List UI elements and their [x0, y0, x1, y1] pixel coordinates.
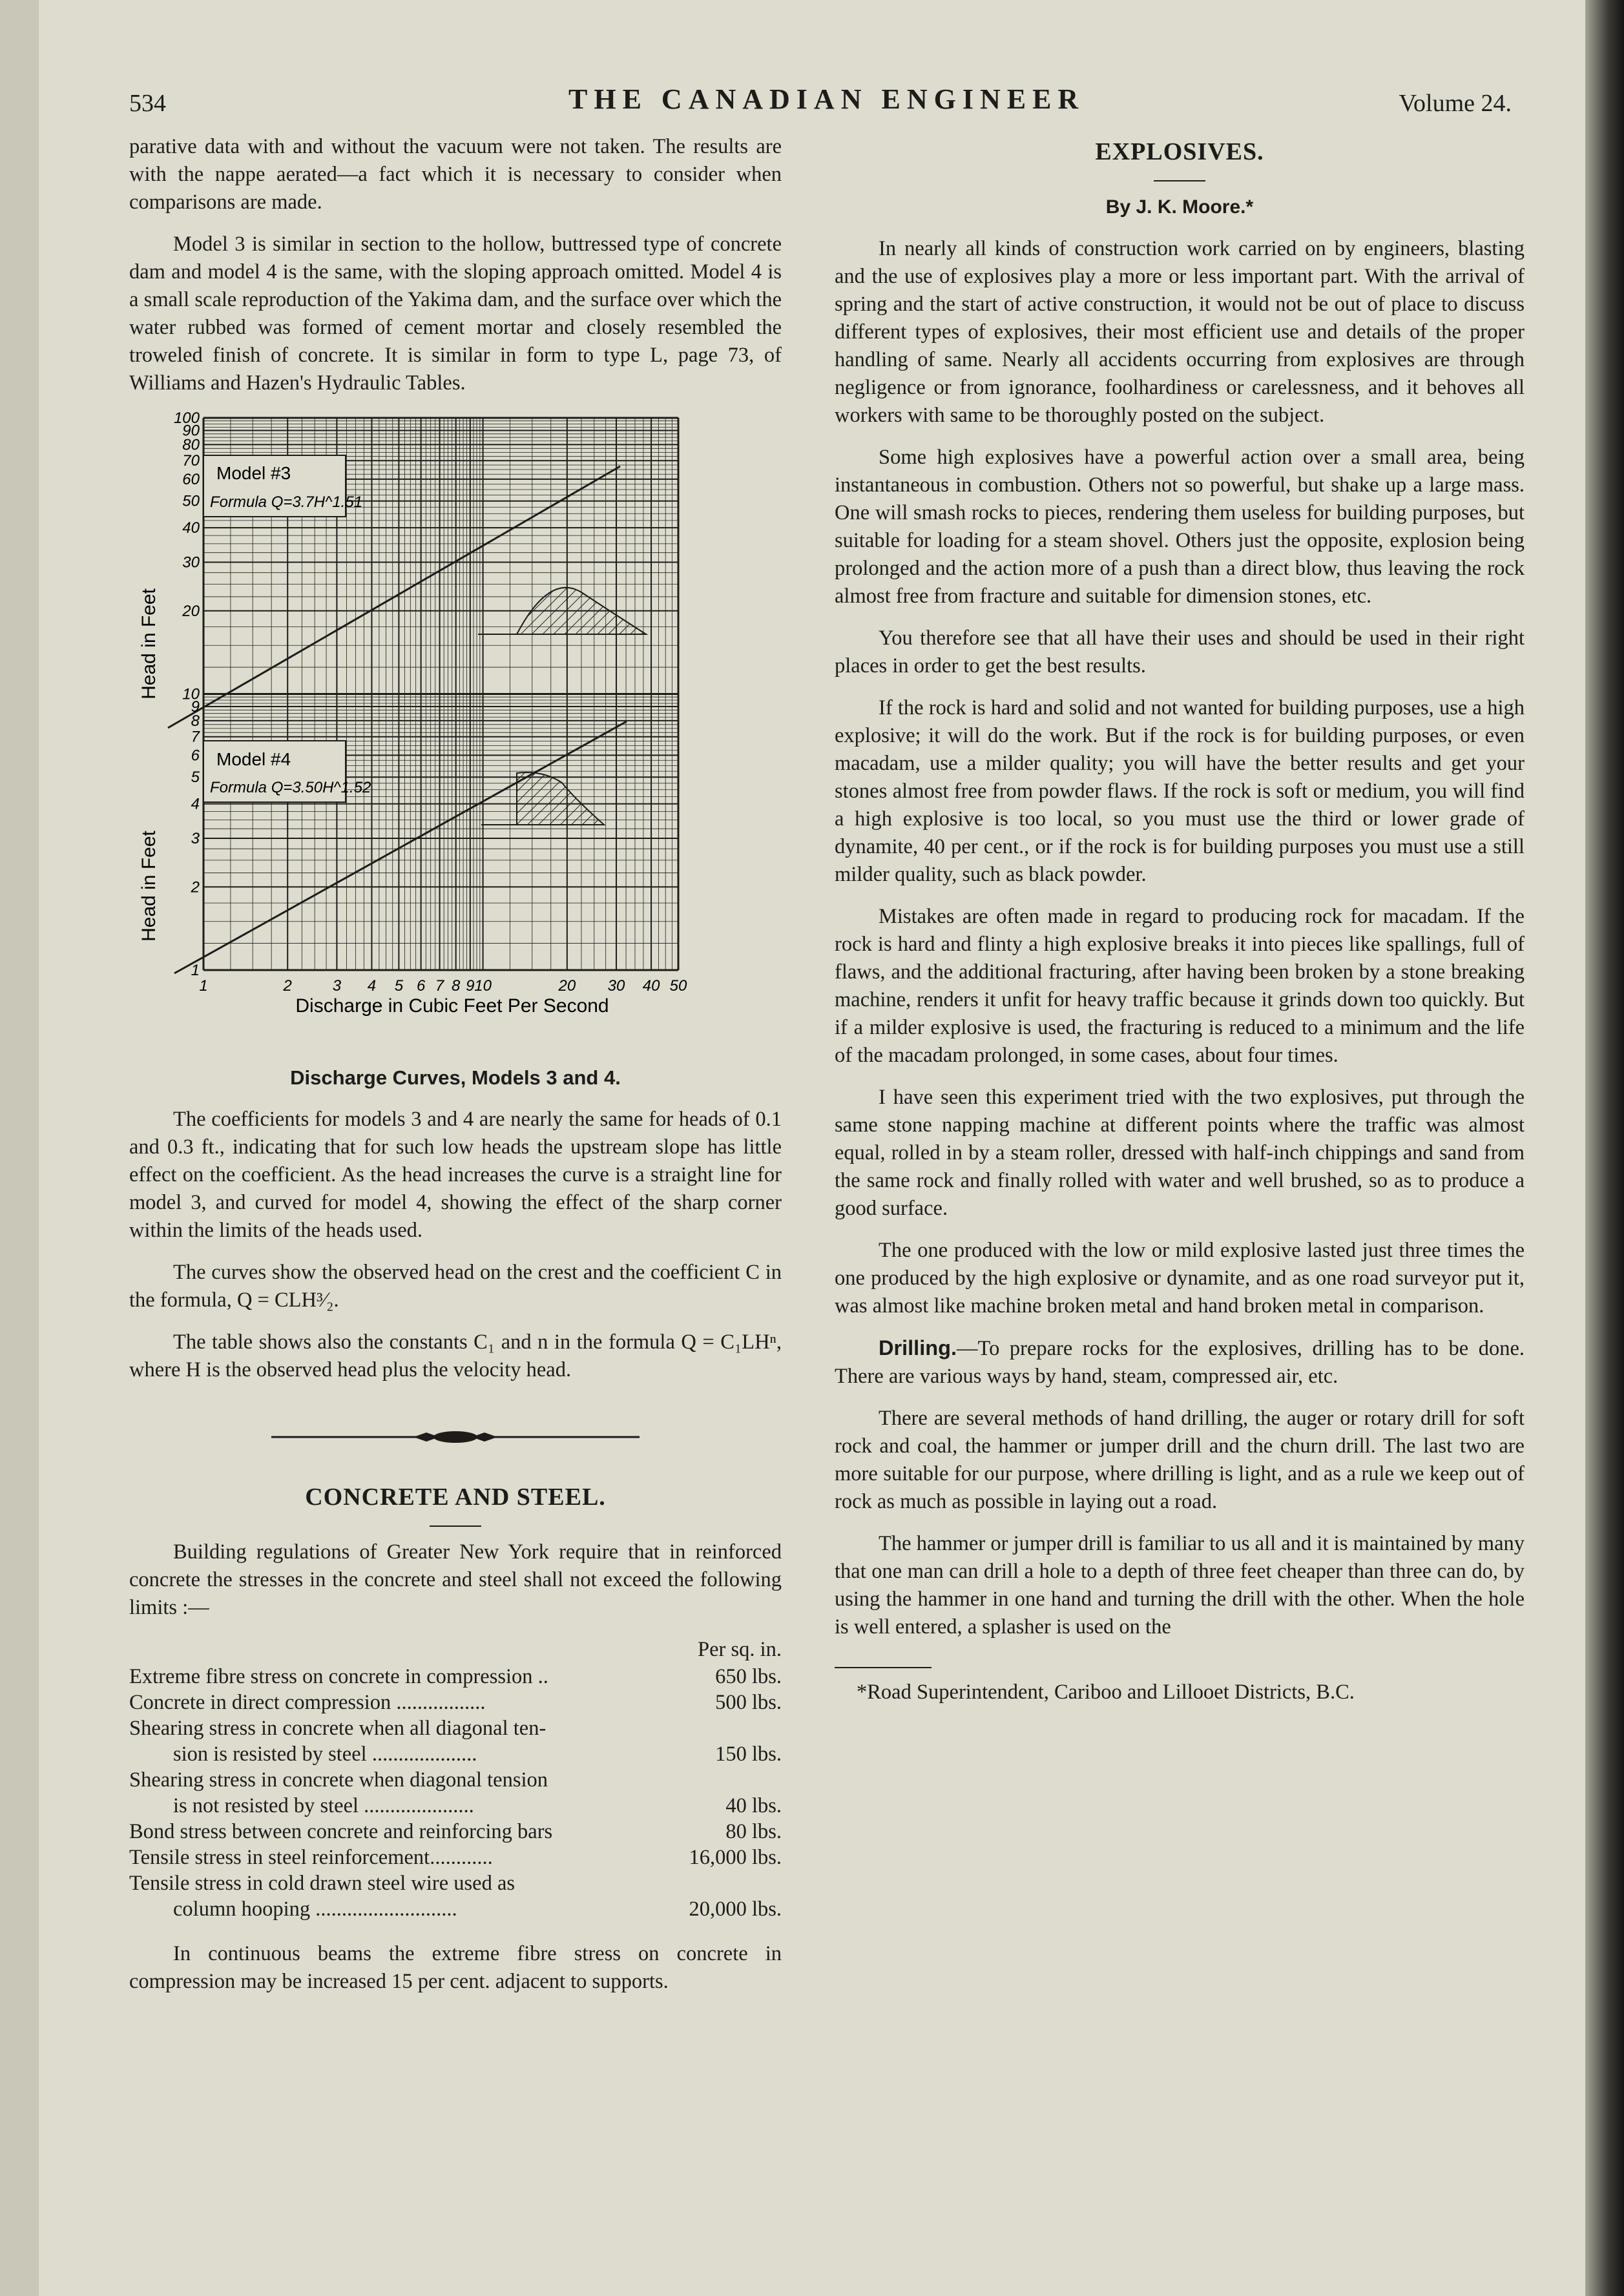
limit-value — [678, 1767, 782, 1793]
lower-y-tick-label: 1 — [191, 962, 200, 979]
limits-row — [129, 1896, 782, 1922]
lower-y-tick-label: 4 — [191, 795, 200, 813]
running-header — [129, 83, 1512, 121]
paragraph: parative data with and without the vacuum were not taken. The results are with the nappe aerated—a fact which it is necessary to consider when comparisons are made. — [129, 135, 782, 214]
upper-y-tick-label: 100 — [173, 411, 200, 427]
limit-label: sion is resisted by steel .................... — [173, 1743, 477, 1766]
limit-label: Extreme fibre stress on concrete in compression .. — [129, 1665, 548, 1688]
x-tick-label: 10 — [474, 977, 492, 995]
lower-y-tick-label: 8 — [191, 712, 200, 730]
paragraph: Mistakes are often made in regard to producing rock for macadam. If the rock is hard and flinty a high explosive breaks it into pieces like spallings, full of flaws, and the additional fracturing, after having been broken by a stone breaking machine, renders it unfit for heavy traffic because it grinds down too quickly. But if a milder explosive is used, the fracturing is reduced to a minimum and the life of the macadam prolonged, in some cases, about four times. — [835, 905, 1525, 1067]
section-ornament — [129, 1424, 782, 1450]
footnote-rule — [835, 1667, 932, 1668]
model-4-dam-section — [481, 772, 604, 825]
limit-label: column hooping ........................... — [173, 1898, 457, 1921]
chart-curves — [168, 466, 627, 973]
page-left-margin — [0, 0, 39, 2296]
limit-value: 80 lbs. — [725, 1820, 782, 1843]
paragraph: If the rock is hard and solid and not wanted for building purposes, use a high explosive; it will do the work. But if the rock is for building purposes, or even macadam, use a milder quality; you will have the better results and get your stones almost free from powder flaws. If the rock is soft or medium, you will find a high explosive is too local, so you must use the third or lower grade of dynamite, 40 per cent., or if the rock is for building purposes you must use a still milder quality, such as black powder. — [835, 696, 1525, 886]
paragraph: The table shows also the constants C₁ and n in the formula Q = C₁LHⁿ, where H is the observed head plus the velocity head. — [129, 1330, 782, 1381]
lower-y-tick-label: 3 — [191, 830, 200, 848]
paragraph: I have seen this experiment tried with the two explosives, put through the same stone napping machine at different points where the traffic was almost equal, rolled in by a steam roller, dressed with half-inch chippings and sand from the same rock and finally rolled with water and well brushed, so as to produce a good surface. — [835, 1086, 1525, 1220]
x-tick-label: 1 — [199, 977, 208, 995]
x-tick-label: 50 — [669, 977, 687, 995]
limits-row — [129, 1664, 782, 1690]
paragraph: Building regulations of Greater New York require that in reinforced concrete the stresses in the concrete and steel shall not exceed the following limits :— — [129, 1540, 782, 1619]
footnote: *Road Superintendent, Cariboo and Lillooet Districts, B.C. — [857, 1681, 1355, 1704]
upper-y-axis-label: Head in Feet — [138, 588, 160, 699]
discharge-chart — [129, 411, 782, 1064]
upper-y-tick-label: 30 — [182, 553, 200, 572]
paragraph: The curves show the observed head on the crest and the coefficient C in the formula, Q = CLH³⁄₂. — [129, 1261, 782, 1312]
lower-y-tick-label: 9 — [191, 698, 200, 716]
x-axis-label: Discharge in Cubic Feet Per Second — [295, 995, 609, 1017]
limit-value: 500 lbs. — [715, 1691, 782, 1714]
book-binding-edge — [1585, 0, 1624, 2296]
title-rule — [1154, 180, 1205, 181]
paragraph: There are several methods of hand drilling, the auger or rotary drill for soft rock and coal, the hammer or jumper drill and the churn drill. The last two are more suitable for our purpose, where drilling is light, and as a rule we keep out of rock as much as possible in laying out a road. — [835, 1407, 1525, 1513]
volume-label: Volume 24. — [1399, 90, 1512, 117]
lower-y-tick-label: 2 — [191, 878, 200, 896]
figure-caption: Discharge Curves, Models 3 and 4. — [290, 1066, 621, 1089]
limit-label: is not resisted by steel ..................... — [173, 1794, 474, 1817]
lower-formula-label: Formula Q=3.50H^1.52 — [210, 779, 371, 796]
lower-y-tick-label: 5 — [191, 769, 200, 787]
x-tick-label: 3 — [332, 977, 342, 995]
limits-row — [129, 1819, 782, 1845]
upper-y-tick-label: 60 — [182, 470, 200, 488]
upper-formula-label: Formula Q=3.7H^1.51 — [210, 493, 363, 511]
upper-y-tick-label: 20 — [182, 602, 200, 620]
limit-label: Concrete in direct compression ................. — [129, 1691, 486, 1714]
limit-value — [678, 1870, 782, 1896]
lower-y-tick-label: 6 — [191, 747, 200, 765]
paragraph: The coefficients for models 3 and 4 are nearly the same for heads of 0.1 and 0.3 ft., indicating that for such low heads the upstream slope has little effect on the coefficient. As the head increases the curve is a straight line for model 3, and curved for model 4, showing the effect of the sharp corner within the limits of the heads used. — [129, 1108, 782, 1242]
limits-row — [129, 1767, 782, 1793]
journal-title: THE CANADIAN ENGINEER — [568, 83, 1085, 115]
x-tick-label: 4 — [367, 977, 377, 995]
limit-label: Shearing stress in concrete when diagonal tension — [129, 1768, 548, 1792]
upper-y-tick-label: 80 — [182, 436, 200, 454]
limit-value: 40 lbs. — [725, 1794, 782, 1817]
left-column — [129, 133, 782, 2010]
x-tick-label: 20 — [558, 977, 576, 995]
explosives-title: EXPLOSIVES. — [1095, 138, 1264, 165]
upper-y-tick-label: 50 — [182, 492, 200, 510]
drilling-lead: Drilling. — [879, 1336, 957, 1360]
stress-limits-table — [129, 1664, 782, 1922]
concrete-steel-title: CONCRETE AND STEEL. — [305, 1484, 606, 1511]
x-tick-label: 8 — [452, 977, 461, 995]
lower-y-axis-label: Head in Feet — [138, 831, 160, 942]
x-tick-label: 30 — [607, 977, 625, 995]
paragraph — [835, 1334, 1525, 1391]
author-byline: By J. K. Moore.* — [1105, 196, 1254, 218]
discharge-curves-figure — [129, 411, 782, 1064]
x-tick-label: 40 — [642, 977, 660, 995]
paragraph: The hammer or jumper drill is familiar to us all and it is maintained by many that one man can drill a hole to a depth of three feet cheaper than three can do, by using the hammer in one hand and turning the drill with the other. When the hole is well entered, a splasher is used on the — [835, 1532, 1525, 1639]
x-tick-label: 2 — [283, 977, 292, 995]
limit-value: 16,000 lbs. — [689, 1846, 782, 1869]
limit-value: 650 lbs. — [715, 1665, 782, 1688]
right-column — [835, 133, 1525, 1721]
upper-y-tick-label: 40 — [182, 519, 200, 537]
paragraph: Some high explosives have a powerful action over a small area, being instantaneous in combustion. Others not so powerful, but shake up a large mass. One will smash rocks to pieces, rendering them useless for building purposes, but suitable for loading for a steam shovel. Others just the opposite, explosion being prolonged and the action more of a push than a direct blow, thus leaving the rock almost free from fracture and suitable for dimension stones, etc. — [835, 446, 1525, 608]
paragraph: The one produced with the low or mild explosive lasted just three times the one produced by the high explosive or dynamite, and as one road surveyor put it, was almost like machine broken metal and hand broken metal in comparison. — [835, 1239, 1525, 1318]
limits-row — [129, 1690, 782, 1715]
limit-value: 20,000 lbs. — [689, 1898, 782, 1921]
upper-y-tick-label: 90 — [182, 422, 200, 440]
paragraph: You therefore see that all have their uses and should be used in their right places in order to get the best results. — [835, 626, 1525, 677]
upper-model-label: Model #3 — [216, 463, 291, 483]
limit-label: Tensile stress in cold drawn steel wire used as — [129, 1872, 515, 1895]
limit-label: Tensile stress in steel reinforcement............ — [129, 1846, 493, 1869]
limits-row — [129, 1741, 782, 1767]
paragraph-text: —To prepare rocks for the explosives, drilling has to be done. There are various ways by hand, steam, compressed air, etc. — [835, 1337, 1525, 1388]
limit-label: Shearing stress in concrete when all diagonal ten- — [129, 1717, 547, 1740]
upper-y-tick-label: 10 — [182, 685, 200, 703]
x-tick-label: 9 — [466, 977, 475, 995]
x-tick-label: 5 — [394, 977, 404, 995]
title-rule — [430, 1525, 481, 1527]
limit-value: 150 lbs. — [715, 1743, 782, 1766]
x-tick-label: 6 — [416, 977, 426, 995]
lower-y-tick-label: 7 — [191, 728, 200, 746]
limit-value — [678, 1715, 782, 1741]
limits-row — [129, 1715, 782, 1741]
limits-row — [129, 1870, 782, 1896]
upper-y-tick-label: 70 — [182, 452, 200, 470]
x-tick-label: 7 — [435, 977, 444, 995]
page-number: 534 — [129, 90, 166, 117]
limits-row — [129, 1845, 782, 1870]
limit-label: Bond stress between concrete and reinforcing bars — [129, 1820, 553, 1843]
lower-model-label: Model #4 — [216, 749, 291, 769]
limits-row — [129, 1793, 782, 1819]
per-sq-in-heading: Per sq. in. — [698, 1638, 782, 1661]
paragraph: In nearly all kinds of construction work carried on by engineers, blasting and the use of explosives play a more or less important part. With the arrival of spring and the start of active construction, it would not be out of place to discuss different types of explosives, their most efficient use and details of the proper handling of same. Nearly all accidents occurring from explosives are through negligence or from ignorance, foolhardiness or carelessness, and it behoves all workers with same to be thoroughly posted on the subject. — [835, 237, 1525, 427]
paragraph: In continuous beams the extreme fibre stress on concrete in compression may be increased 15 per cent. adjacent to supports. — [129, 1942, 782, 1993]
paragraph: Model 3 is similar in section to the hollow, buttressed type of concrete dam and model 4 is the same, with the sloping approach omitted. Model 4 is a small scale reproduction of the Yakima dam, and the surface over which the water rubbed was formed of cement mortar and closely resembled the troweled finish of concrete. It is similar in form to type L, page 73, of Williams and Hazen's Hydraulic Tables. — [129, 233, 782, 395]
